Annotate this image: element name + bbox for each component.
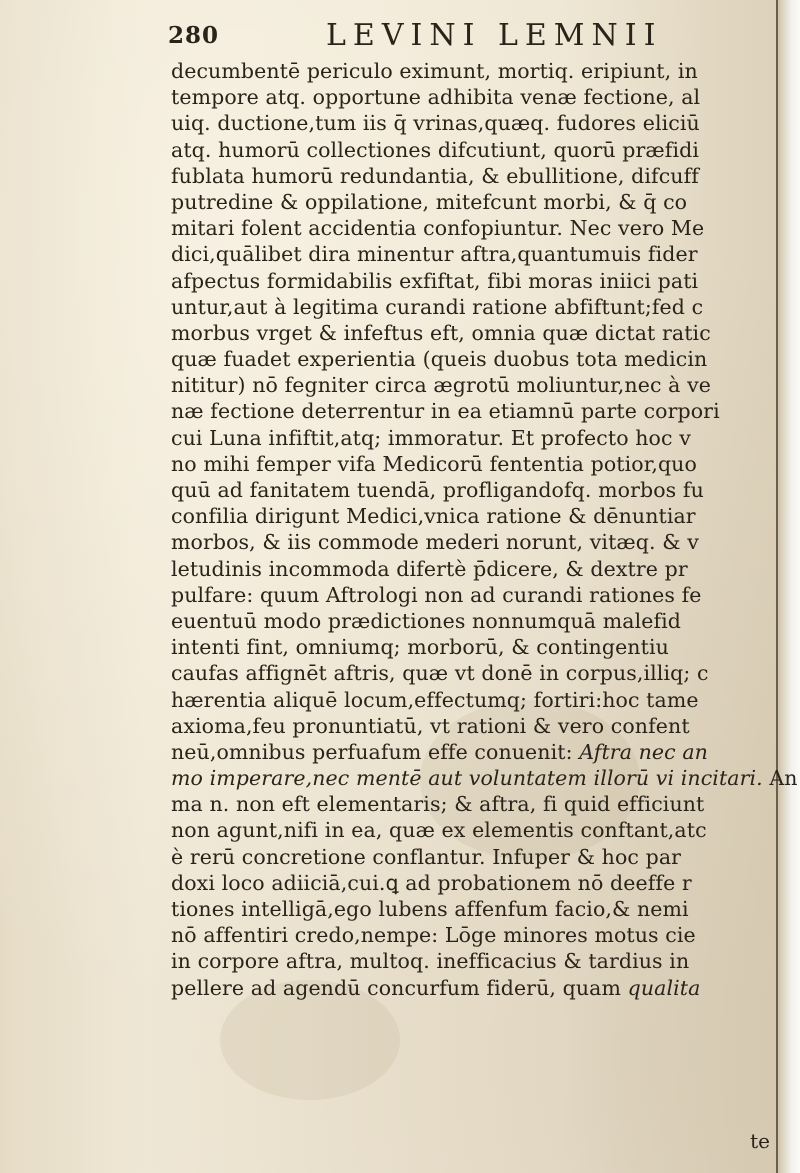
- italic-word: qualita: [627, 975, 701, 1000]
- text-line: ma n. non eft elementaris; & aftra, fi quid efficiunt: [171, 792, 705, 817]
- text-line: hærentia aliquē locum,effectumq; fortiri:hoc tame: [171, 687, 699, 712]
- text-line: uiq. ductione,tum iis q̄ vrinas,quæq. fudores eliciū: [171, 111, 700, 136]
- italic-quote: Aftra nec an: [579, 739, 708, 764]
- text-line: euentuū modo prædictiones nonnumquā malefid: [171, 608, 682, 633]
- text-line: næ fectione deterrentur in ea etiamnū parte corpori: [171, 399, 720, 424]
- text-line: caufas affignēt aftris, quæ vt donē in corpus,illiq; c: [171, 661, 709, 686]
- text-line: quū ad fanitatem tuendā, profligandofq. morbos fu: [171, 478, 704, 502]
- text-line: è rerū concretione conflantur. Infuper & hoc par: [171, 844, 682, 869]
- text-line: morbus vrget & infeftus eft, omnia quæ dictat ratic: [171, 320, 711, 345]
- text-line: fublata humorū redundantia, & ebullitione, difcuff: [171, 163, 699, 188]
- text-line: cui Luna infiftit,atq; immoratur. Et profecto hoc v: [171, 425, 691, 450]
- text-line: [171, 739, 793, 765]
- text-line-roman: neū,omnibus perfuafum effe conuenit:: [171, 739, 580, 764]
- text-line: putredine & oppilatione, mitefcunt morbi, & q̄ co: [171, 189, 688, 214]
- text-line: afpectus formidabilis exfiftat, fibi moras iniici pati: [171, 268, 699, 293]
- text-line: no mihi femper vifa Medicorū fententia potior,quo: [171, 451, 697, 476]
- text-line: morbos, & iis commode mederi norunt, vitæq. & v: [171, 530, 699, 555]
- text-line: atq. humorū collectiones difcutiunt, quorū præfidi: [171, 137, 699, 162]
- text-line: doxi loco adiiciā,cui.ꝗ ad probationem nō deeffe r: [171, 870, 692, 895]
- running-head: [168, 16, 768, 56]
- text-line: dici,quālibet dira minentur aftra,quantumuis fider: [171, 242, 698, 267]
- text-line: pulfare: quum Aftrologi non ad curandi rationes fe: [171, 582, 702, 607]
- text-line: tiones intelligā,ego lubens affenfum facio,& nemi: [171, 897, 689, 921]
- page-number: 280: [168, 22, 220, 49]
- text-line: non agunt,nifi in ea, quæ ex elementis conftant,atc: [171, 818, 707, 843]
- running-title: LEVINI LEMNII: [326, 18, 663, 53]
- text-line: confilia dirigunt Medici,vnica ratione & dēnuntiar: [171, 504, 696, 529]
- text-line-roman: pellere ad agendū concurfum fiderū, quam: [171, 975, 628, 1000]
- text-line: quæ fuadet experientia (queis duobus tota medicin: [171, 347, 708, 372]
- text-line: intenti fint, omniumq; morborū, & contingentiu: [171, 635, 669, 660]
- text-line: [171, 975, 793, 1001]
- text-line: letudinis incommoda difertè p̄dicere, & dextre pr: [171, 556, 688, 581]
- text-line: nititur) nō fegniter circa ægrotū moliuntur,nec à ve: [171, 373, 711, 398]
- text-line: decumbentē periculo eximunt, mortiq. eripiunt, in: [171, 59, 698, 83]
- text-line: mitari folent accidentia confopiuntur. Nec vero Me: [171, 216, 705, 241]
- text-line: [171, 765, 798, 791]
- text-line: nō affentiri credo,nempe: Lōge minores motus cie: [171, 923, 696, 948]
- text-line-roman: An: [762, 766, 798, 791]
- text-line: untur,aut à legitima curandi ratione abfiftunt;fed c: [171, 294, 704, 319]
- body-text: [171, 58, 798, 1168]
- text-line: tempore atq. opportune adhibita venæ fectione, al: [171, 85, 701, 110]
- text-line: in corpore aftra, multoq. inefficacius & tardius in: [171, 949, 690, 974]
- italic-quote: mo imperare,nec mentē aut voluntatem illorū vi incitari.: [171, 766, 763, 791]
- text-line: axioma,feu pronuntiatū, vt rationi & vero confent: [171, 713, 690, 738]
- catchword: te: [750, 1129, 770, 1153]
